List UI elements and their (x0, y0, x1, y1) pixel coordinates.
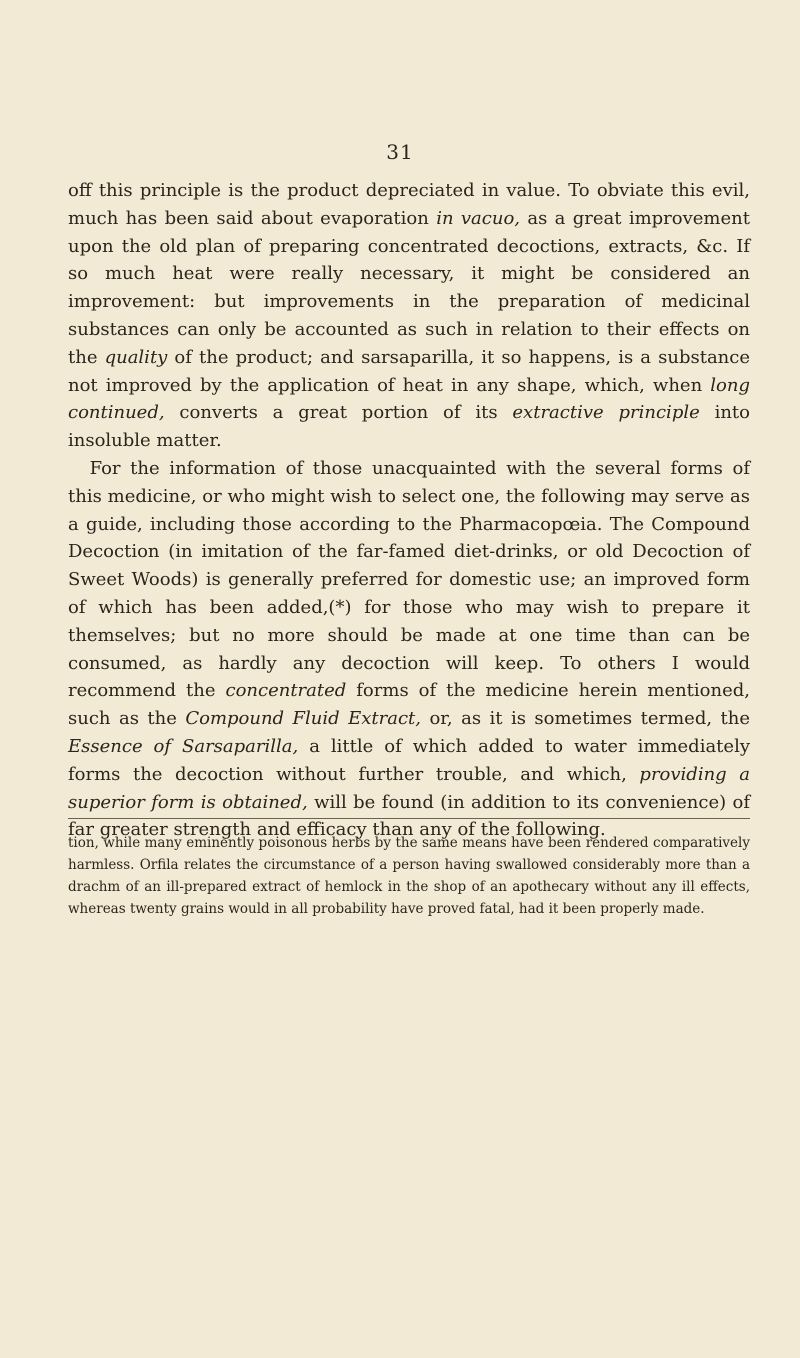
text-run: forms of the medicine herein mentioned, such as the (68, 680, 750, 730)
paragraph-2 (68, 455, 750, 844)
text-run: For the information of those unacquainted with the several forms of this medicine, or who might wish to select one, the following may serve as a guide, including those according to the Pharmacopœia. The Compound Decoction (in imitation of the far-famed diet-drinks, or old Decoction of Sweet Woods) is generally preferred for domestic use; an improved form of which has been added,(*) for those who may wish to prepare it themselves; but no more should be made at one time than can be consumed, as hardly any decoction will keep. To others I would recommend the (68, 457, 750, 702)
italic-run: long continued, (68, 374, 750, 424)
text-run: a little of which added to water immediately forms the decoction without further trouble, and which, (68, 735, 750, 785)
text-run: converts a great portion of its (164, 402, 513, 424)
text-run: of the product; and sarsaparilla, it so happens, is a substance not improved by the application of heat in any shape, which, when (68, 346, 751, 396)
text-run: as a great improvement upon the old plan of preparing concentrated decoctions, extracts, &c. If so much heat were really necessary, it might be considered an improvement: but improvements in the preparation of medicinal substances can only be accounted as such in relation to their effects on the (68, 207, 750, 368)
text-run: into insoluble matter. (68, 402, 750, 452)
main-text (68, 177, 750, 844)
text-run: will be found (in addition to its convenience) of far greater strength and efficacy than any of the following. (68, 791, 751, 841)
italic-run: Compound Fluid Extract, (185, 708, 421, 730)
text-run: or, as it is sometimes termed, the (421, 708, 750, 730)
italic-run: in vacuo, (436, 207, 521, 229)
page-number: 31 (386, 140, 414, 164)
text-run: off this principle is the product depreciated in value. To obviate this evil, much has been said about evaporation (68, 180, 750, 229)
italic-run: extractive principle (512, 402, 700, 424)
footnote-divider (68, 818, 750, 819)
paragraph-1 (68, 177, 750, 455)
footnote: tion, while many eminently poisonous herbs by the same means have been rendered comparatively harmless. Orfila relates the circumstance of a person having swallowed considerably more than a drachm of an ill-prepared extract of hemlock in the shop of an apothecary without any ill effects, whereas twenty grains would in all probability have proved fatal, had it been properly made. (68, 835, 750, 917)
italic-run: concentrated (225, 680, 347, 702)
italic-run: quality (104, 346, 168, 368)
italic-run: providing a superior form is obtained, (68, 763, 750, 813)
italic-run: Essence of Sarsaparilla, (68, 735, 299, 757)
